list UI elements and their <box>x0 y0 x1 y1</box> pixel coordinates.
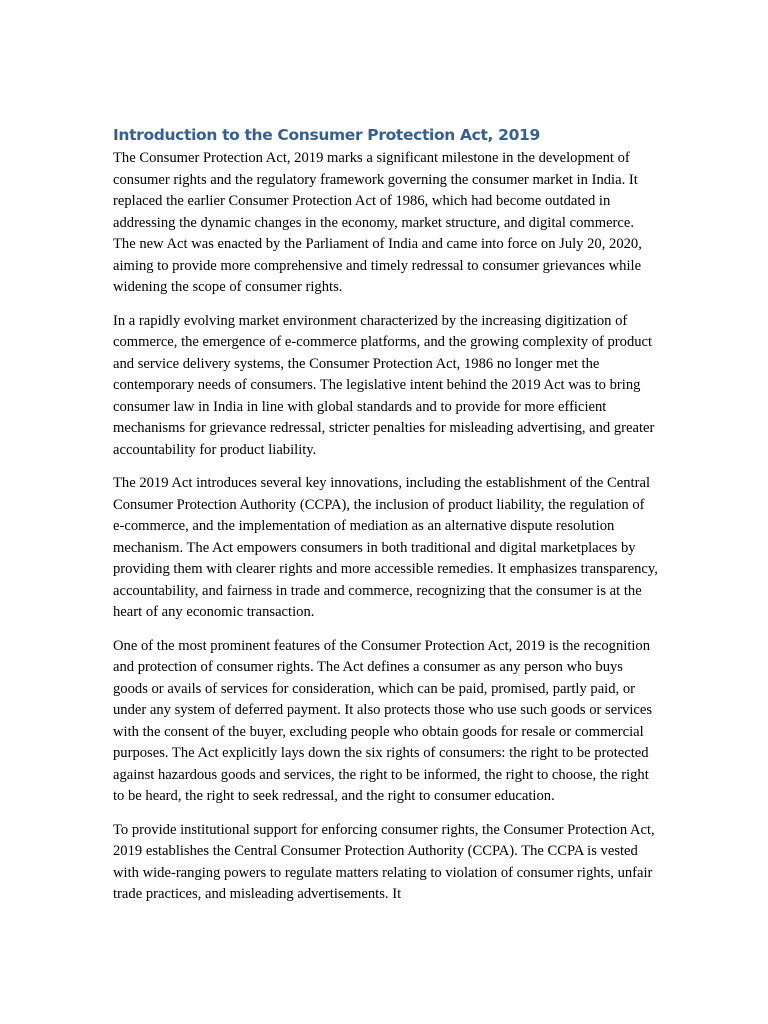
paragraph-3: The 2019 Act introduces several key innovations, including the establishment of the Central Consumer Protection Authority (CCPA), the inclusion of product liability, the regulation of e-commerce, and the implementation of mediation as an alternative dispute resolution mechanism. The Act empowers consumers in both traditional and digital marketplaces by providing them with clearer rights and more accessible remedies. It emphasizes transparency, accountability, and fairness in trade and commerce, recognizing that the consumer is at the heart of any economic transaction. <box>113 475 658 620</box>
paragraph-1: The Consumer Protection Act, 2019 marks a significant milestone in the development of consumer rights and the regulatory framework governing the consumer market in India. It replaced the earlier Consumer Protection Act of 1986, which had become outdated in addressing the dynamic changes in the economy, market structure, and digital commerce. The new Act was enacted by the Parliament of India and came into force on July 20, 2020, aiming to provide more comprehensive and timely redressal to consumer grievances while widening the scope of consumer rights. <box>113 150 642 295</box>
paragraph-5: To provide institutional support for enforcing consumer rights, the Consumer Protection Act, 2019 establishes the Central Consumer Protection Authority (CCPA). The CCPA is vested with wide-ranging powers to regulate matters relating to violation of consumer rights, unfair trade practices, and misleading advertisements. It <box>113 821 655 902</box>
section-heading: Introduction to the Consumer Protection Act, 2019 <box>113 126 540 144</box>
document-body <box>113 125 658 918</box>
paragraph-4: One of the most prominent features of the Consumer Protection Act, 2019 is the recognition and protection of consumer rights. The Act defines a consumer as any person who buys goods or avails of services for consideration, which can be paid, promised, partly paid, or under any system of deferred payment. It also protects those who use such goods or services with the consent of the buyer, excluding people who obtain goods for resale or commercial purposes. The Act explicitly lays down the six rights of consumers: the right to be protected against hazardous goods and services, the right to be informed, the right to choose, the right to be heard, the right to seek redressal, and the right to consumer education. <box>113 637 653 804</box>
paragraph-2: In a rapidly evolving market environment characterized by the increasing digitization of commerce, the emergence of e-commerce platforms, and the growing complexity of product and service delivery systems, the Consumer Protection Act, 1986 no longer met the contemporary needs of consumers. The legislative intent behind the 2019 Act was to bring consumer law in India in line with global standards and to provide for more efficient mechanisms for grievance redressal, stricter penalties for misleading advertising, and greater accountability for product liability. <box>113 312 655 458</box>
